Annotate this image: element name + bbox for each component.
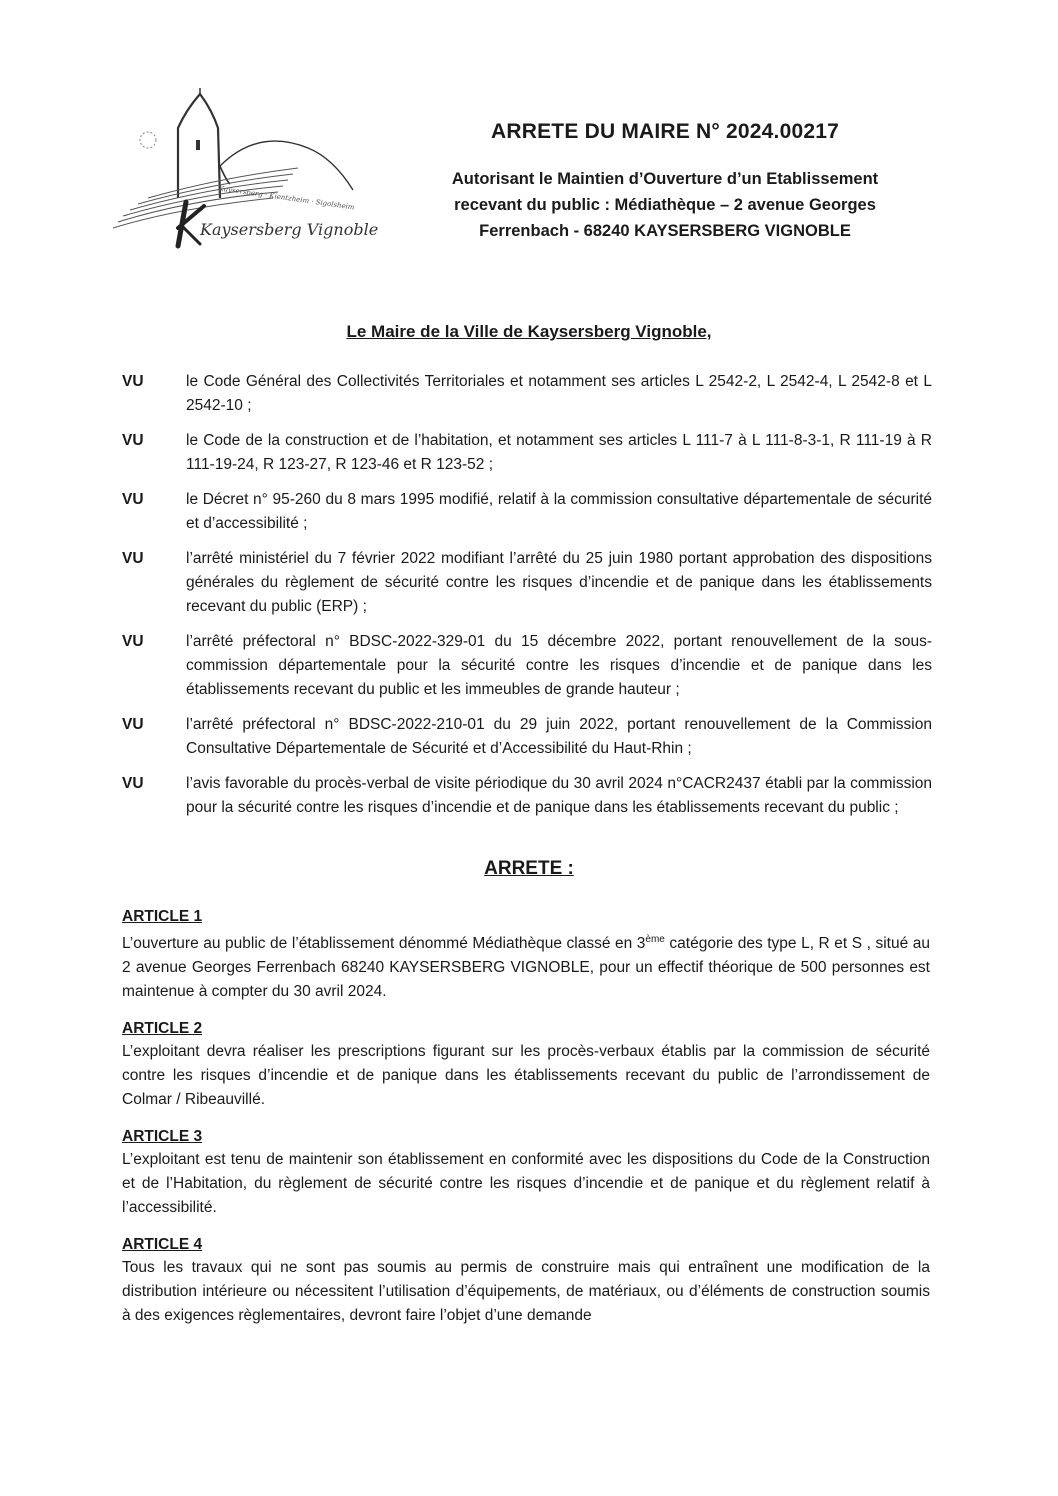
considerations-list bbox=[122, 370, 932, 831]
article-1 bbox=[122, 906, 930, 1004]
consideration-label: VU bbox=[122, 633, 144, 650]
header-block bbox=[380, 120, 950, 244]
article-3 bbox=[122, 1126, 930, 1220]
consideration-item bbox=[122, 429, 932, 477]
decree-subtitle-line-1: Autorisant le Maintien d’Ouverture d’un Etablissement bbox=[451, 170, 879, 188]
logo-tagline: Kaysersberg · Kientzheim · Sigolsheim bbox=[218, 184, 355, 212]
article-text-part: catégorie des type L, R et S , situé au 2 avenue Georges Ferrenbach 68240 KAYSERSBERG VIGNOBLE, pour un effectif théorique de 500 personnes est maintenue à compter du 30 avril 2024. bbox=[122, 935, 930, 1001]
article-text-part: L’ouverture au public de l’établissement dénommé Médiathèque classé en 3 bbox=[122, 935, 646, 953]
article-title: ARTICLE 2 bbox=[122, 1020, 203, 1038]
article-text: Tous les travaux qui ne sont pas soumis au permis de construire mais qui entraînent une modification de la distribution intérieure ou nécessitent l’utilisation d’équipements, de matériaux, ou d’éléments de construction soumis à des exigences règlementaires, devront faire l’objet d’une demande bbox=[122, 1259, 930, 1325]
article-title: ARTICLE 3 bbox=[122, 1128, 203, 1146]
consideration-label: VU bbox=[122, 550, 144, 567]
consideration-text: le Code Général des Collectivités Territoriales et notamment ses articles L 2542-2, L 2542-4, L 2542-8 et L 2542-10 ; bbox=[186, 373, 932, 414]
article-text: L’exploitant devra réaliser les prescriptions figurant sur les procès-verbaux établis par la commission de sécurité contre les risques d’incendie et de panique dans les établissements recevant du public de l’arrondissement de Colmar / Ribeauvillé. bbox=[122, 1043, 930, 1109]
consideration-label: VU bbox=[122, 716, 144, 733]
consideration-label: VU bbox=[122, 775, 144, 792]
consideration-item bbox=[122, 488, 932, 536]
decree-subtitle-line-3: Ferrenbach - 68240 KAYSERSBERG VIGNOBLE bbox=[479, 222, 851, 240]
arrete-heading: ARRETE : bbox=[484, 858, 574, 879]
consideration-text: l’arrêté ministériel du 7 février 2022 modifiant l’arrêté du 25 juin 1980 portant approbation des dispositions générales du règlement de sécurité contre les risques d’incendie et de panique dans les établissements recevant du public (ERP) ; bbox=[186, 550, 932, 615]
consideration-item bbox=[122, 713, 932, 761]
consideration-text: l’arrêté préfectoral n° BDSC-2022-210-01 du 29 juin 2022, portant renouvellement de la Commission Consultative Départementale de Sécurité et d’Accessibilité du Haut-Rhin ; bbox=[186, 716, 932, 757]
decree-title: ARRETE DU MAIRE N° 2024.00217 bbox=[491, 120, 839, 143]
article-title: ARTICLE 1 bbox=[122, 908, 203, 925]
consideration-label: VU bbox=[122, 491, 144, 508]
mayor-heading: Le Maire de la Ville de Kaysersberg Vignoble, bbox=[346, 322, 712, 341]
logo-script-text: Kaysersberg Vignoble bbox=[200, 220, 379, 239]
decree-subtitle-line-2: recevant du public : Médiathèque – 2 avenue Georges bbox=[454, 196, 876, 214]
consideration-item bbox=[122, 772, 932, 820]
consideration-item bbox=[122, 630, 932, 702]
consideration-label: VU bbox=[122, 373, 144, 390]
consideration-label: VU bbox=[122, 432, 144, 449]
municipal-logo bbox=[108, 88, 379, 263]
consideration-text: le Décret n° 95-260 du 8 mars 1995 modifié, relatif à la commission consultative départementale de sécurité et d’accessibilité ; bbox=[186, 491, 932, 532]
consideration-text: l’arrêté préfectoral n° BDSC-2022-329-01 du 15 décembre 2022, portant renouvellement de la sous-commission départementale pour la sécurité contre les risques d’incendie et de panique dans les établissements recevant du public et les immeubles de grande hauteur ; bbox=[186, 633, 932, 698]
articles-section bbox=[122, 906, 930, 1342]
article-title: ARTICLE 4 bbox=[122, 1236, 203, 1254]
ordinal-superscript: ème bbox=[645, 934, 665, 945]
consideration-item bbox=[122, 370, 932, 418]
consideration-text: le Code de la construction et de l’habitation, et notamment ses articles L 111-7 à L 111-8-3-1, R 111-19 à R 111-19-24, R 123-27, R 123-46 et R 123-52 ; bbox=[186, 432, 932, 473]
consideration-item bbox=[122, 547, 932, 619]
article-text bbox=[122, 928, 930, 1004]
article-text: L’exploitant est tenu de maintenir son établissement en conformité avec les dispositions du Code de la Construction et de l’Habitation, du règlement de sécurité contre les risques d’incendie et de panique et du règlement relatif à l’accessibilité. bbox=[122, 1151, 930, 1217]
article-4 bbox=[122, 1234, 930, 1328]
article-2 bbox=[122, 1018, 930, 1112]
consideration-text: l’avis favorable du procès-verbal de visite périodique du 30 avril 2024 n°CACR2437 établi par la commission pour la sécurité contre les risques d’incendie et de panique dans les établissements recevant du public ; bbox=[186, 775, 932, 816]
